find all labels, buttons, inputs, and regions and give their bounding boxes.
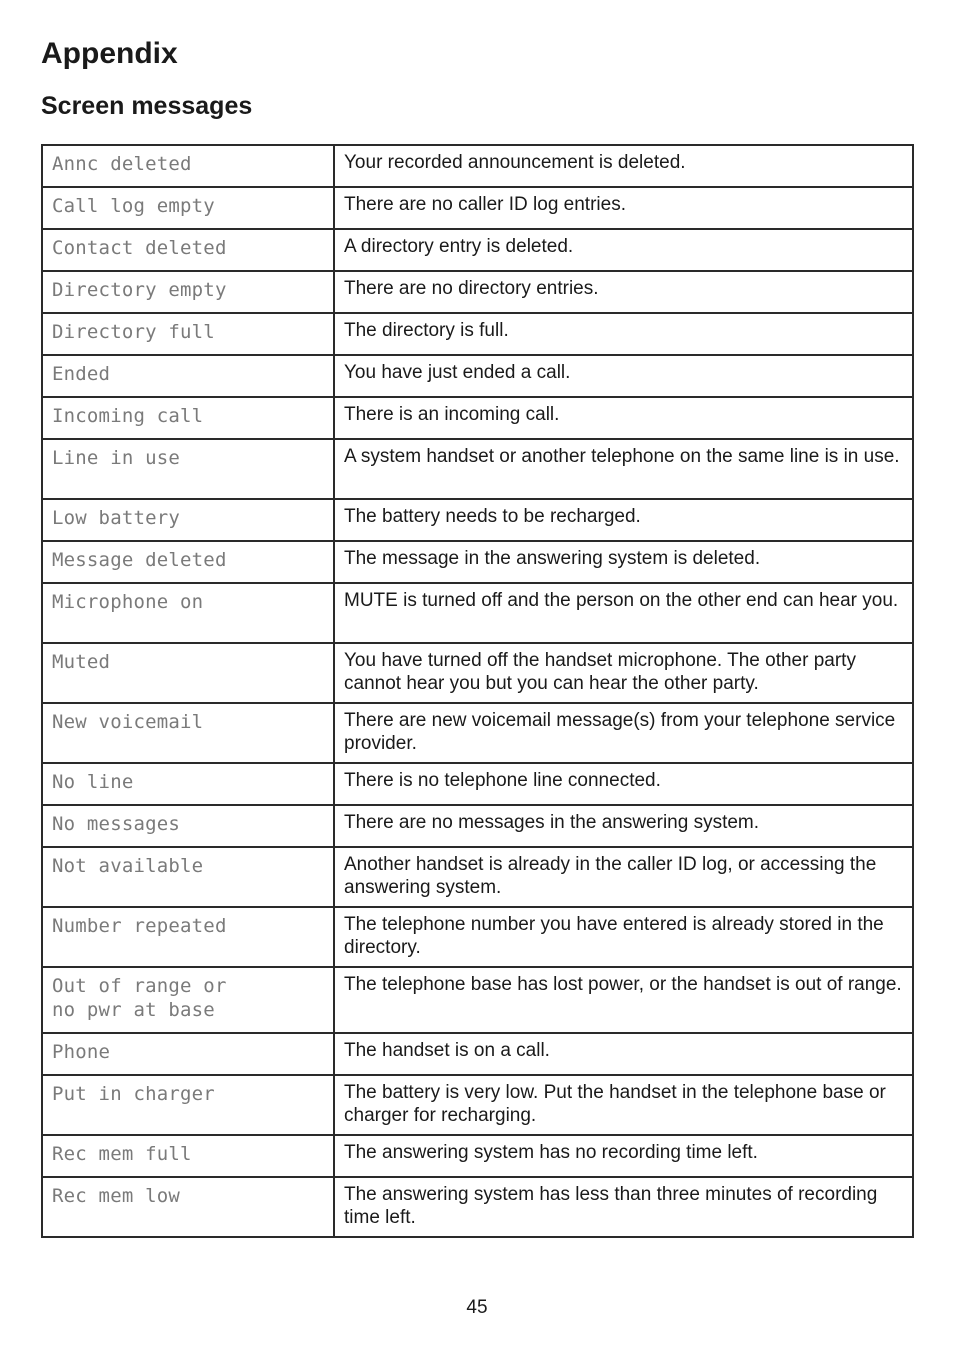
section-title: Screen messages	[41, 92, 253, 120]
screen-message-text: Line in use	[42, 439, 334, 499]
screen-message-text: Message deleted	[42, 541, 334, 583]
message-description: The directory is full.	[334, 313, 913, 355]
table-row	[42, 1033, 913, 1075]
screen-message-text: Directory empty	[42, 271, 334, 313]
page-title: Appendix	[41, 37, 178, 70]
table-row	[42, 439, 913, 499]
table-row	[42, 643, 913, 703]
table-row	[42, 271, 913, 313]
screen-message-text: Contact deleted	[42, 229, 334, 271]
table-row	[42, 541, 913, 583]
screen-message-text: Microphone on	[42, 583, 334, 643]
table-row	[42, 229, 913, 271]
table-row	[42, 805, 913, 847]
table-row	[42, 1135, 913, 1177]
table-row	[42, 847, 913, 907]
page-number: 45	[466, 1297, 488, 1318]
message-description: There are no directory entries.	[334, 271, 913, 313]
screen-message-text: No messages	[42, 805, 334, 847]
table-row	[42, 1075, 913, 1135]
message-description: MUTE is turned off and the person on the other end can hear you.	[334, 583, 913, 643]
message-description: There are no messages in the answering system.	[334, 805, 913, 847]
message-description: You have just ended a call.	[334, 355, 913, 397]
screen-message-text: New voicemail	[42, 703, 334, 763]
table-row	[42, 763, 913, 805]
table-row	[42, 583, 913, 643]
screen-message-text: Low battery	[42, 499, 334, 541]
message-description: The message in the answering system is deleted.	[334, 541, 913, 583]
screen-message-text: Out of range or no pwr at base	[42, 967, 334, 1033]
screen-message-text: Put in charger	[42, 1075, 334, 1135]
table-row	[42, 967, 913, 1033]
table-row	[42, 499, 913, 541]
table-row	[42, 145, 913, 187]
message-description: Your recorded announcement is deleted.	[334, 145, 913, 187]
screen-message-text: Annc deleted	[42, 145, 334, 187]
table-row	[42, 397, 913, 439]
message-description: The battery needs to be recharged.	[334, 499, 913, 541]
table-row	[42, 907, 913, 967]
message-description: The answering system has no recording time left.	[334, 1135, 913, 1177]
screen-messages-table	[41, 144, 914, 1238]
message-description: A directory entry is deleted.	[334, 229, 913, 271]
message-description: You have turned off the handset microphone. The other party cannot hear you but you can hear the other party.	[334, 643, 913, 703]
table-row	[42, 703, 913, 763]
screen-message-text: Muted	[42, 643, 334, 703]
message-description: There is no telephone line connected.	[334, 763, 913, 805]
message-description: There is an incoming call.	[334, 397, 913, 439]
table-row	[42, 187, 913, 229]
message-description: There are no caller ID log entries.	[334, 187, 913, 229]
screen-message-text: Incoming call	[42, 397, 334, 439]
table-row	[42, 1177, 913, 1237]
screen-message-text: Rec mem full	[42, 1135, 334, 1177]
message-description: The telephone base has lost power, or the handset is out of range.	[334, 967, 913, 1033]
table-row	[42, 313, 913, 355]
message-description: Another handset is already in the caller ID log, or accessing the answering system.	[334, 847, 913, 907]
screen-message-text: Number repeated	[42, 907, 334, 967]
screen-message-text: No line	[42, 763, 334, 805]
screen-message-text: Not available	[42, 847, 334, 907]
screen-message-text: Call log empty	[42, 187, 334, 229]
table-row	[42, 355, 913, 397]
message-description: The handset is on a call.	[334, 1033, 913, 1075]
message-description: The answering system has less than three minutes of recording time left.	[334, 1177, 913, 1237]
screen-message-text: Rec mem low	[42, 1177, 334, 1237]
screen-message-text: Ended	[42, 355, 334, 397]
message-description: A system handset or another telephone on the same line is in use.	[334, 439, 913, 499]
message-description: The battery is very low. Put the handset in the telephone base or charger for recharging.	[334, 1075, 913, 1135]
message-description: The telephone number you have entered is already stored in the directory.	[334, 907, 913, 967]
message-description: There are new voicemail message(s) from your telephone service provider.	[334, 703, 913, 763]
screen-message-text: Directory full	[42, 313, 334, 355]
screen-message-text: Phone	[42, 1033, 334, 1075]
